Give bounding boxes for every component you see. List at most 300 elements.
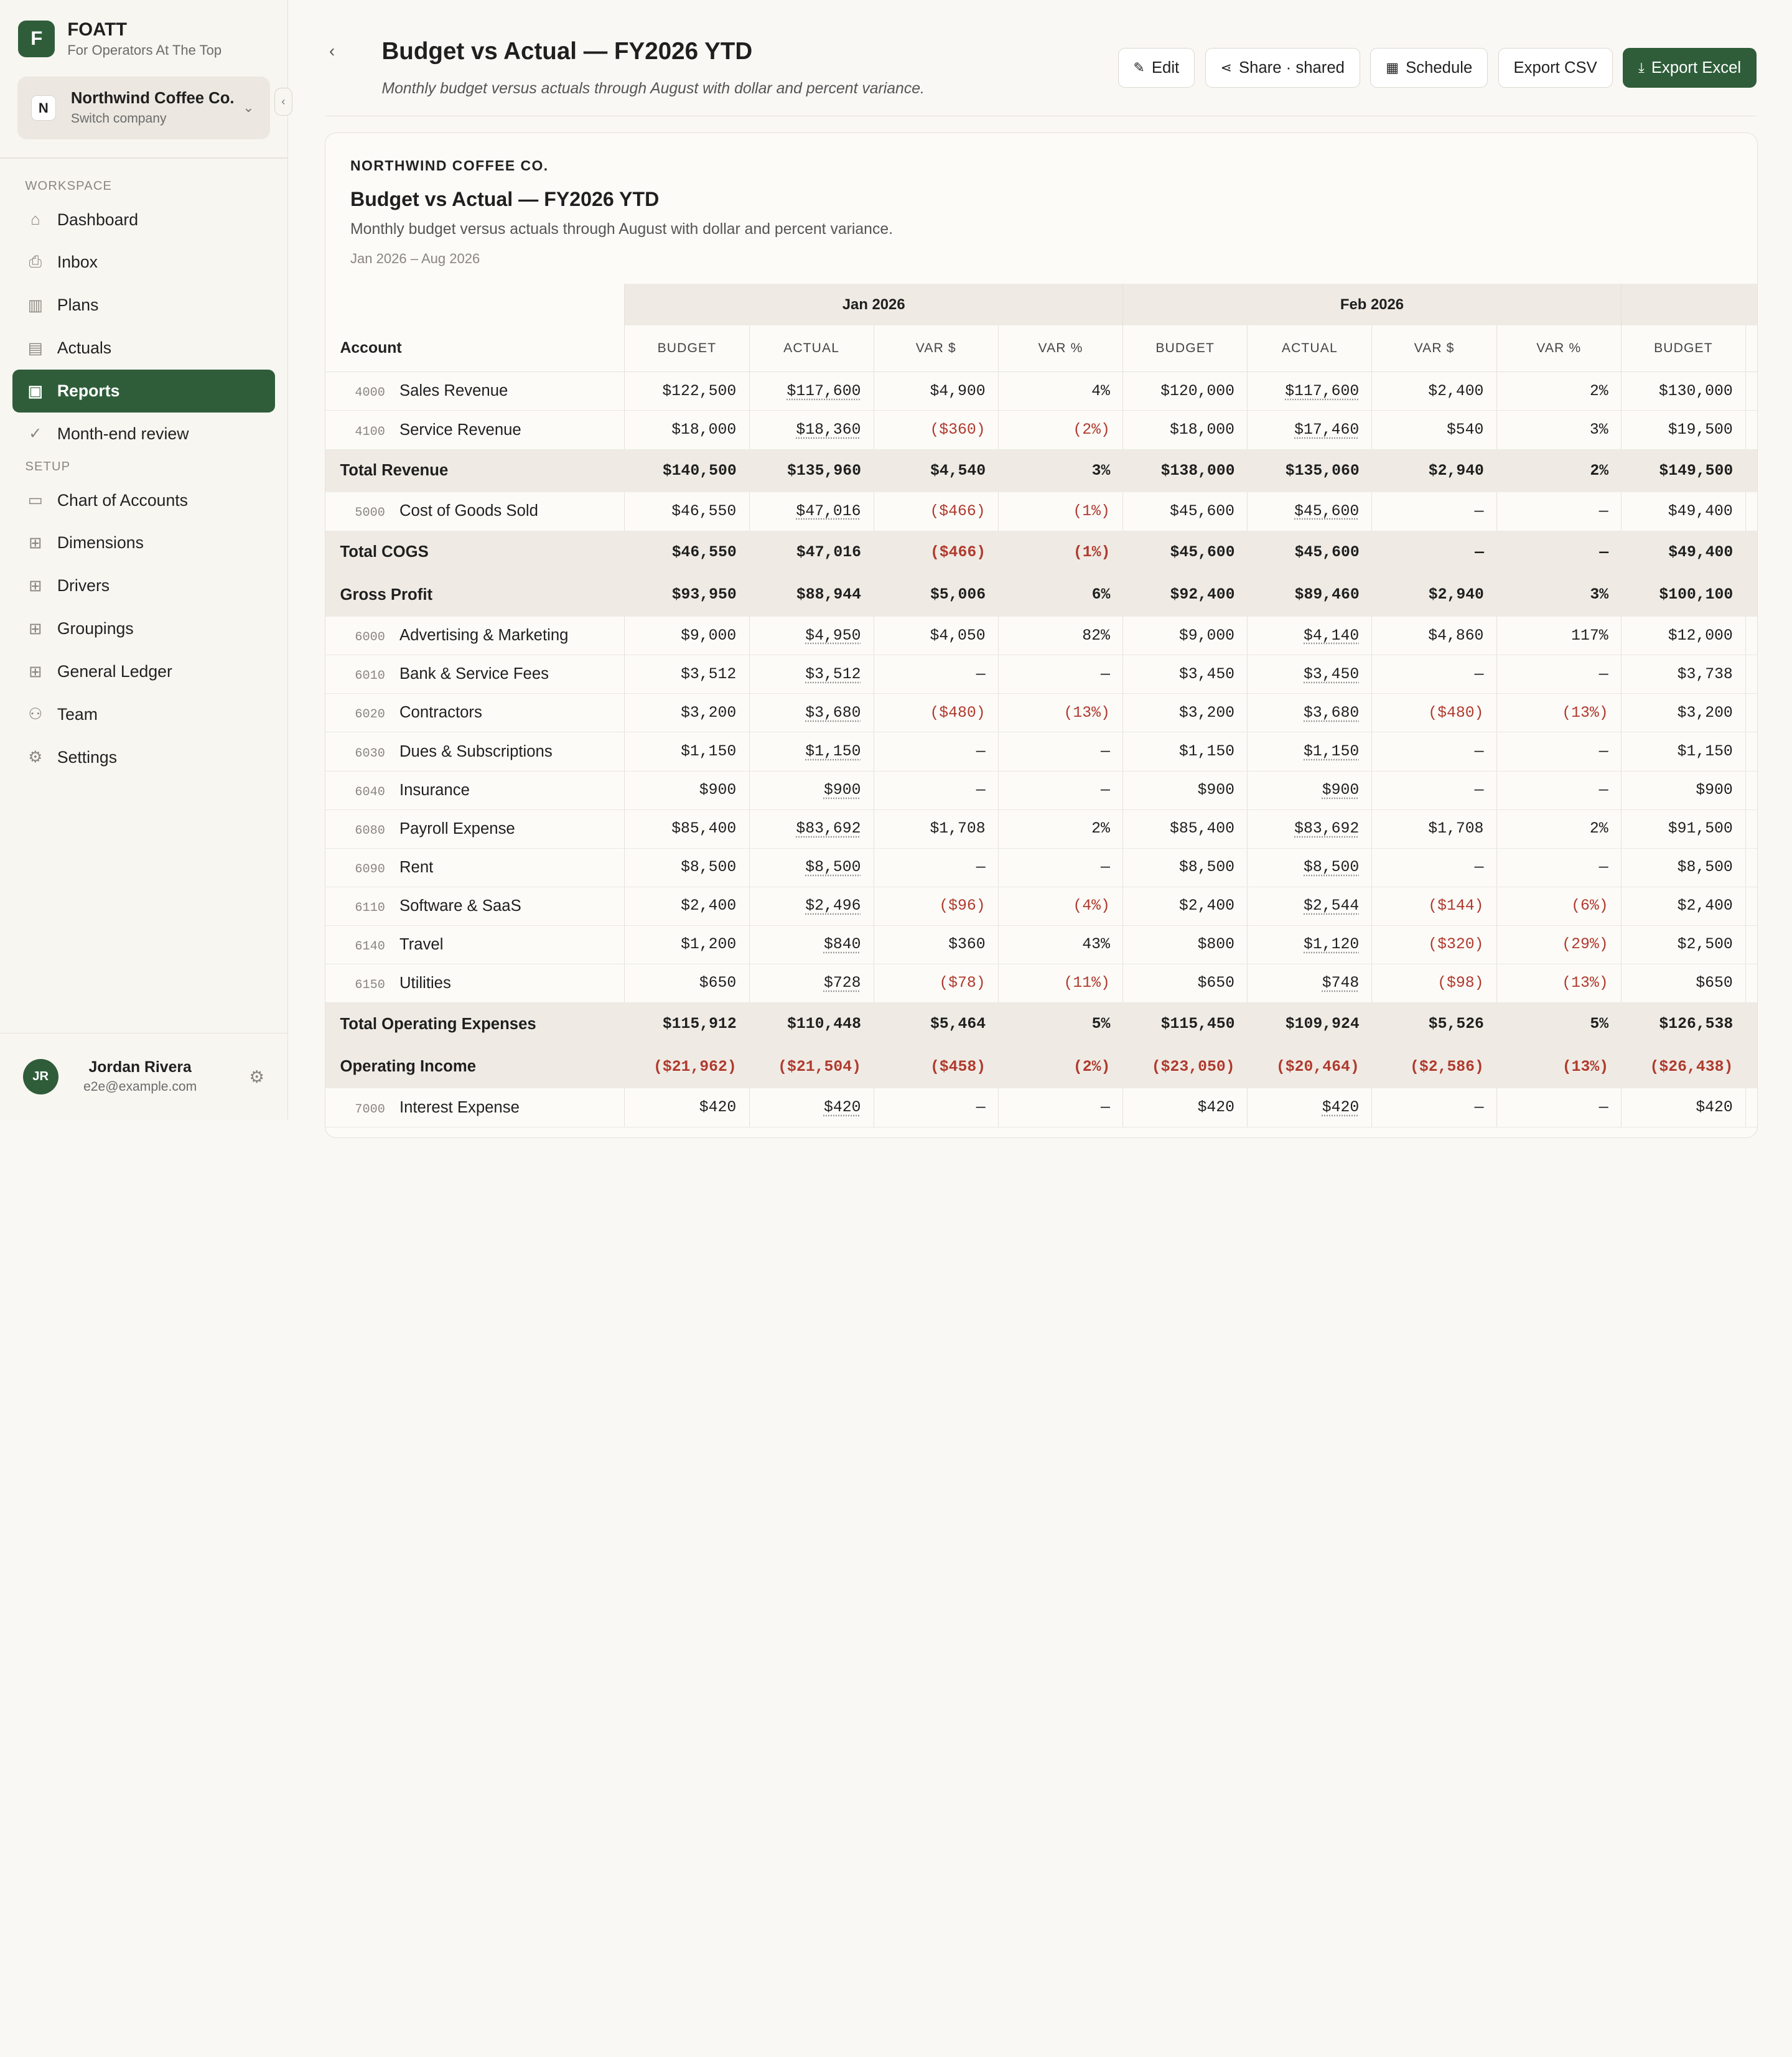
value-cell — [625, 1088, 749, 1127]
overflow-cell — [1746, 694, 1758, 732]
cell-value: $135,060 — [1285, 462, 1360, 480]
cell-value: (29%) — [1562, 936, 1608, 954]
sidebar-item-month-end-review[interactable] — [12, 413, 274, 455]
cell-value[interactable]: $18,360 — [796, 421, 861, 439]
value-cell — [1248, 925, 1372, 964]
cell-value: $88,944 — [796, 586, 861, 604]
column-header-var[interactable]: VAR $ — [1372, 325, 1496, 372]
value-cell — [1496, 574, 1621, 617]
overflow-cell — [1746, 531, 1758, 574]
value-cell — [1372, 694, 1496, 732]
cell-value: — — [976, 665, 986, 683]
cell-value: $1,708 — [930, 820, 986, 838]
cell-value: — — [1599, 543, 1609, 561]
cell-value[interactable]: $8,500 — [805, 859, 861, 877]
value-cell — [998, 411, 1122, 449]
month-header-row — [325, 284, 1758, 325]
cell-value: $3,200 — [1178, 704, 1235, 722]
cell-value: $3,738 — [1677, 665, 1733, 683]
cell-value: $420 — [1197, 1099, 1235, 1117]
value-cell — [1621, 848, 1745, 887]
chevron-down-icon: ⌄ — [243, 99, 254, 115]
cell-value[interactable]: $117,600 — [786, 382, 861, 400]
value-cell — [1372, 531, 1496, 574]
cell-value: $45,600 — [1294, 543, 1360, 561]
value-cell — [1123, 1045, 1248, 1088]
chevron-left-icon: ‹ — [281, 95, 286, 108]
cell-value: $115,912 — [662, 1015, 737, 1033]
account-name: Dues & Subscriptions — [399, 742, 553, 760]
cell-value[interactable]: $47,016 — [796, 502, 861, 520]
sidebar-item-label: Dashboard — [57, 210, 139, 229]
table-row[interactable] — [325, 809, 1758, 848]
account-cell — [325, 372, 625, 411]
column-header-var[interactable]: VAR $ — [874, 325, 998, 372]
column-header-actual[interactable]: ACTUAL — [1248, 325, 1372, 372]
value-cell — [1621, 449, 1745, 492]
column-header-budget[interactable]: BUDGET — [1621, 325, 1745, 372]
pencil-icon: ✎ — [1133, 60, 1145, 76]
account-cell — [325, 411, 625, 449]
inbox-icon: ⎙ — [29, 253, 42, 271]
sidebar-item-label: Chart of Accounts — [57, 490, 188, 510]
cell-value: ($458) — [930, 1058, 986, 1076]
cell-value: $140,500 — [662, 462, 737, 480]
value-cell — [1621, 809, 1745, 848]
column-header-overflow — [1746, 325, 1758, 372]
account-code: 6030 — [355, 746, 385, 761]
sidebar-item-inbox[interactable] — [12, 241, 274, 284]
value-cell — [625, 1045, 749, 1088]
cell-value: ($360) — [930, 421, 986, 439]
value-cell — [1123, 574, 1248, 617]
cell-value: $89,460 — [1294, 586, 1360, 604]
cell-value[interactable]: $4,950 — [805, 627, 861, 645]
company-switcher[interactable] — [17, 77, 271, 139]
sidebar-item-label: Reports — [57, 381, 120, 401]
cell-value: $18,000 — [1169, 421, 1235, 439]
value-cell — [1372, 449, 1496, 492]
value-cell — [874, 1003, 998, 1046]
schedule-button[interactable] — [1370, 48, 1488, 88]
user-name: Jordan Rivera — [88, 1058, 192, 1076]
overflow-cell — [1746, 771, 1758, 809]
value-cell — [1372, 1003, 1496, 1046]
sidebar-item-actuals[interactable] — [12, 327, 274, 370]
value-cell — [1621, 1003, 1745, 1046]
value-cell — [998, 848, 1122, 887]
value-cell — [1248, 372, 1372, 411]
value-cell — [749, 1003, 874, 1046]
cell-value: $91,500 — [1668, 820, 1733, 838]
account-name: Total COGS — [340, 543, 429, 561]
report-subtitle: Monthly budget versus actuals through August with dollar and percent variance. — [350, 221, 894, 238]
account-cell — [325, 1088, 625, 1127]
account-code: 6140 — [355, 939, 385, 954]
cell-value: $8,500 — [1677, 859, 1733, 877]
cell-value[interactable]: $17,460 — [1294, 421, 1360, 439]
value-cell — [1372, 655, 1496, 694]
value-cell — [1496, 617, 1621, 655]
value-cell — [998, 887, 1122, 925]
users-icon: ⚇ — [28, 706, 43, 724]
value-cell — [874, 411, 998, 449]
table-row[interactable] — [325, 771, 1758, 809]
value-cell — [1496, 531, 1621, 574]
cell-value: 5% — [1590, 1015, 1609, 1033]
value-cell — [998, 617, 1122, 655]
total-row — [325, 1003, 1758, 1046]
value-cell — [998, 655, 1122, 694]
account-cell — [325, 771, 625, 809]
cell-value[interactable]: $83,692 — [796, 820, 861, 838]
cell-value: $8,500 — [681, 859, 737, 877]
cell-value: ($96) — [939, 897, 986, 915]
sidebar-item-groupings[interactable] — [12, 607, 274, 650]
cell-value[interactable]: $420 — [823, 1099, 861, 1117]
table-row[interactable] — [325, 964, 1758, 1002]
table-row[interactable] — [325, 732, 1758, 771]
cell-value: — — [1101, 665, 1110, 683]
column-header-budget[interactable]: BUDGET — [1123, 325, 1248, 372]
logo: F — [18, 21, 55, 57]
cell-value: $360 — [948, 936, 986, 954]
value-cell — [998, 771, 1122, 809]
value-cell — [749, 732, 874, 771]
cell-value[interactable]: $900 — [1322, 781, 1360, 800]
value-cell — [1621, 771, 1745, 809]
column-header-actual[interactable]: ACTUAL — [749, 325, 874, 372]
value-cell — [749, 492, 874, 531]
column-header-var[interactable]: VAR % — [1496, 325, 1621, 372]
cell-value[interactable]: $840 — [823, 936, 861, 954]
cell-value: $3,200 — [681, 704, 737, 722]
value-cell — [1496, 492, 1621, 531]
cell-value[interactable]: $3,512 — [805, 665, 861, 683]
cell-value[interactable]: $45,600 — [1294, 502, 1360, 520]
value-cell — [749, 372, 874, 411]
account-name: Service Revenue — [399, 421, 521, 439]
cell-value: — — [1474, 859, 1484, 877]
cell-value: $5,464 — [930, 1015, 986, 1033]
table-row[interactable] — [325, 925, 1758, 964]
cell-value[interactable]: $420 — [1322, 1099, 1360, 1117]
value-cell — [1248, 694, 1372, 732]
cell-value: $900 — [1197, 781, 1235, 800]
sidebar-item-team[interactable] — [12, 693, 274, 736]
value-cell — [1123, 1003, 1248, 1046]
cell-value[interactable]: $3,680 — [1304, 704, 1360, 722]
value-cell — [1123, 492, 1248, 531]
cell-value: $9,000 — [1178, 627, 1235, 645]
company-switch-label: Switch company — [70, 111, 167, 126]
sidebar-divider — [0, 157, 287, 159]
cell-value: $2,400 — [681, 897, 737, 915]
value-cell — [625, 694, 749, 732]
cell-value: $93,950 — [671, 586, 737, 604]
value-cell — [625, 449, 749, 492]
cell-value: ($20,464) — [1276, 1058, 1360, 1076]
cell-value: $92,400 — [1170, 586, 1235, 604]
export-excel-button[interactable] — [1623, 48, 1757, 88]
table-row[interactable] — [325, 617, 1758, 655]
cell-value: $109,924 — [1285, 1015, 1360, 1033]
value-cell — [1248, 809, 1372, 848]
cell-value: $130,000 — [1658, 382, 1733, 400]
cell-value: $5,006 — [930, 586, 986, 604]
account-cell — [325, 732, 625, 771]
column-header-var[interactable]: VAR % — [998, 325, 1122, 372]
account-cell — [325, 809, 625, 848]
cell-value[interactable]: $728 — [823, 974, 861, 992]
cell-value[interactable]: $1,120 — [1304, 936, 1360, 954]
value-cell — [1123, 809, 1248, 848]
cell-value: ($26,438) — [1650, 1058, 1734, 1076]
share-label: Share · shared — [1238, 58, 1345, 77]
account-cell — [325, 449, 625, 492]
value-cell — [749, 411, 874, 449]
cell-value: $2,940 — [1428, 462, 1484, 480]
total-row — [325, 574, 1758, 617]
cell-value[interactable]: $1,150 — [805, 743, 861, 761]
value-cell — [1372, 492, 1496, 531]
cell-value: $85,400 — [671, 820, 737, 838]
table-row[interactable] — [325, 655, 1758, 694]
workspace-nav — [0, 198, 287, 455]
table-row[interactable] — [325, 411, 1758, 449]
value-cell — [749, 964, 874, 1002]
overflow-cell — [1746, 887, 1758, 925]
setup-nav — [0, 479, 287, 779]
sidebar-item-dashboard[interactable] — [12, 198, 274, 241]
value-cell — [1123, 372, 1248, 411]
value-cell — [1123, 617, 1248, 655]
export-csv-button[interactable] — [1498, 48, 1613, 88]
cell-value: — — [1101, 743, 1110, 761]
report-date-range: Jan 2026 – Aug 2026 — [350, 251, 480, 267]
overflow-cell — [1746, 732, 1758, 771]
value-cell — [1496, 771, 1621, 809]
sidebar-item-label: Plans — [57, 296, 99, 315]
value-cell — [749, 574, 874, 617]
value-cell — [1496, 887, 1621, 925]
account-cell — [325, 887, 625, 925]
column-header-budget[interactable]: BUDGET — [625, 325, 749, 372]
calendar-icon: ▦ — [1386, 60, 1399, 76]
value-cell — [1496, 1003, 1621, 1046]
cell-value: $9,000 — [681, 627, 737, 645]
value-cell — [1372, 372, 1496, 411]
value-cell — [749, 925, 874, 964]
value-cell — [1123, 1088, 1248, 1127]
cell-value: $18,000 — [671, 421, 737, 439]
table-row[interactable] — [325, 694, 1758, 732]
account-code: 4100 — [355, 424, 385, 439]
avatar[interactable]: JR — [23, 1059, 58, 1094]
cell-value[interactable]: $3,450 — [1304, 665, 1360, 683]
cell-value: (13%) — [1562, 704, 1608, 722]
cell-value: $1,708 — [1428, 820, 1484, 838]
value-cell — [1123, 887, 1248, 925]
cell-value[interactable]: $83,692 — [1294, 820, 1360, 838]
cell-value[interactable]: $2,496 — [805, 897, 861, 915]
account-code: 6000 — [355, 630, 385, 645]
user-footer — [0, 1033, 287, 1120]
sidebar-item-chart-of-accounts[interactable] — [12, 479, 274, 522]
report-card — [325, 133, 1758, 1138]
cell-value: ($21,962) — [653, 1058, 737, 1076]
account-cell — [325, 574, 625, 617]
value-cell — [749, 531, 874, 574]
sidebar-item-label: Month-end review — [57, 424, 189, 443]
cell-value: (2%) — [1073, 1058, 1111, 1076]
sidebar-item-reports[interactable] — [12, 370, 274, 413]
sidebar-item-dimensions[interactable] — [12, 521, 274, 564]
sidebar-item-settings[interactable] — [12, 736, 274, 779]
grid-icon: ⊞ — [29, 620, 42, 638]
cell-value[interactable]: $8,500 — [1304, 859, 1360, 877]
cell-value: — — [1101, 781, 1110, 800]
overflow-cell — [1746, 617, 1758, 655]
cell-value: 3% — [1590, 586, 1609, 604]
cell-value[interactable]: $748 — [1322, 974, 1360, 992]
cell-value: ($2,586) — [1409, 1058, 1484, 1076]
account-name: Payroll Expense — [399, 819, 515, 837]
sidebar-item-drivers[interactable] — [12, 564, 274, 607]
account-code: 6090 — [355, 862, 385, 877]
value-cell — [1372, 1045, 1496, 1088]
account-name: Interest Expense — [399, 1098, 520, 1116]
edit-button[interactable] — [1118, 48, 1195, 88]
month-header-jan: Jan 2026 — [625, 284, 1123, 325]
value-cell — [1621, 617, 1745, 655]
company-name: Northwind Coffee Co. — [70, 90, 235, 108]
value-cell — [749, 694, 874, 732]
value-cell — [1621, 694, 1745, 732]
cell-value: $420 — [1696, 1099, 1733, 1117]
table-row[interactable] — [325, 1088, 1758, 1127]
value-cell — [625, 617, 749, 655]
share-button[interactable] — [1205, 48, 1360, 88]
value-cell — [1621, 531, 1745, 574]
value-cell — [874, 1088, 998, 1127]
sidebar-item-label: Dimensions — [57, 533, 144, 553]
value-cell — [749, 771, 874, 809]
cell-value[interactable]: $4,140 — [1304, 627, 1360, 645]
account-code: 6080 — [355, 823, 385, 838]
export-excel-label: Export Excel — [1651, 58, 1742, 77]
value-cell — [1372, 732, 1496, 771]
cell-value: $122,500 — [662, 382, 737, 400]
value-cell — [1621, 492, 1745, 531]
table-row[interactable] — [325, 492, 1758, 531]
back-chevron-icon[interactable]: ‹ — [329, 41, 335, 61]
account-name: Total Operating Expenses — [340, 1015, 536, 1033]
gear-icon: ⚙ — [28, 749, 43, 767]
value-cell — [625, 887, 749, 925]
cell-value: 4% — [1091, 382, 1110, 400]
account-name: Rent — [399, 858, 434, 876]
value-cell — [749, 848, 874, 887]
sidebar-item-general-ledger[interactable] — [12, 650, 274, 693]
cell-value[interactable]: $117,600 — [1285, 382, 1360, 400]
cell-value: $120,000 — [1160, 382, 1235, 400]
cell-value: $110,448 — [787, 1015, 861, 1033]
cell-value: (13%) — [1562, 1058, 1609, 1076]
value-cell — [1123, 848, 1248, 887]
table-row[interactable] — [325, 372, 1758, 411]
cell-value: $19,500 — [1668, 421, 1733, 439]
value-cell — [1123, 925, 1248, 964]
cell-value: — — [976, 859, 986, 877]
account-cell — [325, 1045, 625, 1088]
value-cell — [1621, 925, 1745, 964]
value-cell — [874, 617, 998, 655]
overflow-cell — [1746, 1045, 1758, 1088]
account-name: Bank & Service Fees — [399, 665, 549, 683]
value-cell — [749, 617, 874, 655]
grid-icon: ⊞ — [29, 663, 42, 681]
cell-value: (2%) — [1073, 421, 1110, 439]
sidebar-item-label: Groupings — [57, 619, 134, 638]
value-cell — [1372, 411, 1496, 449]
total-row — [325, 449, 1758, 492]
cell-value: — — [1598, 859, 1608, 877]
value-cell — [1621, 1088, 1745, 1127]
value-cell — [998, 964, 1122, 1002]
value-cell — [874, 531, 998, 574]
cell-value: $650 — [1197, 974, 1235, 992]
cell-value: ($480) — [930, 704, 986, 722]
cell-value: $1,200 — [681, 936, 737, 954]
cell-value[interactable]: $3,680 — [805, 704, 861, 722]
value-cell — [1248, 964, 1372, 1002]
value-cell — [874, 1045, 998, 1088]
value-cell — [1248, 574, 1372, 617]
cell-value: 2% — [1091, 820, 1110, 838]
home-icon: ⌂ — [30, 210, 40, 228]
cell-value[interactable]: $1,150 — [1304, 743, 1360, 761]
cell-value: — — [976, 743, 986, 761]
cell-value: — — [1474, 502, 1484, 520]
cell-value: — — [1598, 781, 1608, 800]
check-icon: ✓ — [29, 425, 42, 443]
value-cell — [1372, 848, 1496, 887]
value-cell — [874, 492, 998, 531]
value-cell — [625, 492, 749, 531]
value-cell — [1123, 531, 1248, 574]
month-header-feb: Feb 2026 — [1123, 284, 1622, 325]
cell-value[interactable]: $2,544 — [1304, 897, 1360, 915]
table-row[interactable] — [325, 887, 1758, 925]
sidebar-item-plans[interactable] — [12, 284, 274, 327]
cell-value: $3,450 — [1178, 665, 1235, 683]
gear-icon[interactable]: ⚙ — [249, 1066, 265, 1086]
cell-value: $4,900 — [930, 382, 986, 400]
value-cell — [1123, 655, 1248, 694]
cell-value[interactable]: $900 — [823, 781, 861, 800]
account-name: Cost of Goods Sold — [399, 502, 538, 520]
value-cell — [749, 449, 874, 492]
value-cell — [1248, 1045, 1372, 1088]
account-name: Utilities — [399, 974, 451, 992]
account-code: 6110 — [355, 900, 385, 915]
value-cell — [1372, 1088, 1496, 1127]
value-cell — [1621, 964, 1745, 1002]
table-row[interactable] — [325, 848, 1758, 887]
report-body — [325, 372, 1758, 1127]
sidebar-item-label: Drivers — [57, 576, 110, 595]
